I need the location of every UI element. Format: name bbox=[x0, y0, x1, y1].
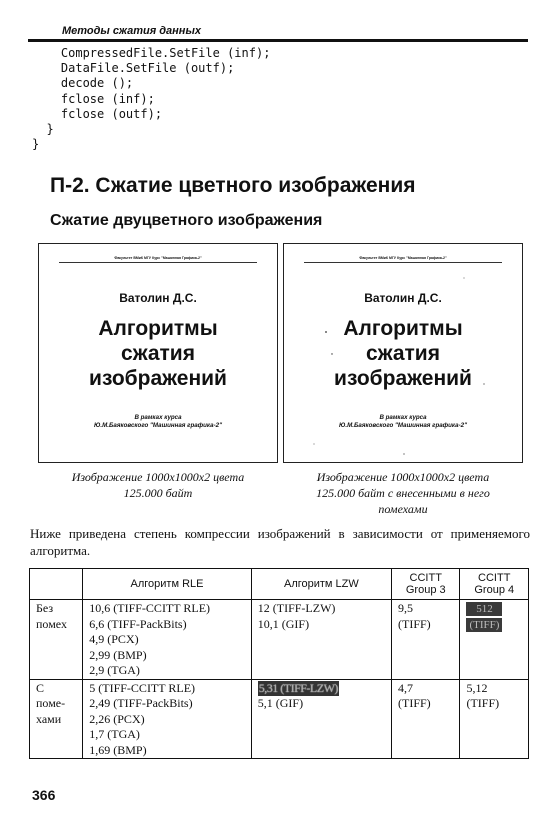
cell-line: (TIFF) bbox=[466, 618, 502, 632]
cell-line: 5,31 (TIFF-LZW) bbox=[258, 680, 338, 695]
cell-line: 5,12 bbox=[466, 680, 488, 695]
running-header-text: Методы сжатия данных bbox=[62, 25, 201, 37]
header-line: CCITT bbox=[409, 572, 442, 584]
code-line: decode (); bbox=[32, 76, 134, 91]
slide-header-text: Факультет ВМиК МГУ Курс "Машинная Графика-2" bbox=[359, 256, 447, 260]
lzw-cell bbox=[251, 600, 391, 680]
code-line: } bbox=[32, 137, 40, 152]
code-line: CompressedFile.SetFile (inf); bbox=[32, 46, 271, 60]
table-header-row bbox=[30, 569, 529, 600]
row-label-line: хами bbox=[36, 711, 62, 726]
rle-cell bbox=[83, 679, 252, 759]
row-label bbox=[30, 600, 83, 680]
cell-line: 2,99 (BMP) bbox=[89, 647, 147, 662]
header-line: CCITT bbox=[478, 572, 511, 584]
compression-table bbox=[29, 568, 529, 759]
row-label-line: помех bbox=[36, 616, 67, 631]
lzw-cell bbox=[251, 679, 391, 759]
g4-cell bbox=[460, 679, 529, 759]
cell-line: 1,69 (BMP) bbox=[89, 742, 147, 757]
table-header-cell bbox=[460, 569, 529, 600]
slide-divider bbox=[59, 262, 257, 263]
header-line: Group 4 bbox=[474, 584, 515, 596]
noise-dots bbox=[284, 244, 524, 464]
code-line: fclose (inf); bbox=[32, 91, 155, 106]
section-title: П-2. Сжатие цветного изображения bbox=[50, 174, 416, 197]
cell-line: (TIFF) bbox=[398, 616, 431, 631]
page-number: 366 bbox=[32, 787, 56, 803]
slide-caption: Изображение 1000x1000x2 цвета 125.000 байт с внесенными в него помехами bbox=[316, 470, 490, 516]
table-row bbox=[30, 600, 529, 680]
cell-line: 4,7 bbox=[398, 680, 413, 695]
row-label-line: С bbox=[36, 680, 45, 695]
row-label bbox=[30, 679, 83, 759]
slide-image-clean bbox=[38, 243, 278, 463]
header-line: Group 3 bbox=[405, 584, 446, 596]
subsection-title: Сжатие двуцветного изображения bbox=[50, 212, 323, 229]
table-header-cell: Алгоритм LZW bbox=[251, 569, 391, 600]
row-label-line: Без bbox=[36, 601, 54, 615]
table-header-cell: Алгоритм RLE bbox=[83, 569, 252, 600]
cell-line: 10,6 (TIFF-CCITT RLE) bbox=[89, 601, 211, 615]
code-line: } bbox=[32, 121, 54, 136]
slide-header-text: Факультет ВМиК МГУ Курс "Машинная Графика-2" bbox=[114, 256, 202, 260]
cell-line: 5 (TIFF-CCITT RLE) bbox=[89, 680, 196, 695]
table-header-cell bbox=[392, 569, 460, 600]
cell-line: 2,49 (TIFF-PackBits) bbox=[89, 696, 193, 710]
rle-cell bbox=[83, 600, 252, 680]
slide-title: Алгоритмы сжатия изображений bbox=[334, 317, 472, 390]
blurred-value bbox=[258, 681, 387, 697]
slide-title: Алгоритмы сжатия изображений bbox=[89, 317, 227, 390]
cell-line: 4,9 (PCX) bbox=[89, 632, 139, 646]
table-row bbox=[30, 679, 529, 759]
cell-line: 10,1 (GIF) bbox=[257, 616, 310, 631]
cell-line: 2,9 (TGA) bbox=[89, 663, 140, 677]
slide-author: Ватолин Д.С. bbox=[364, 291, 442, 305]
code-listing bbox=[32, 46, 512, 152]
cell-line: 9,5 bbox=[398, 601, 413, 615]
running-header bbox=[28, 24, 528, 42]
cell-line: (TIFF) bbox=[466, 696, 500, 710]
slide-author: Ватолин Д.С. bbox=[119, 291, 197, 305]
table-header-cell bbox=[30, 569, 83, 600]
slide-course: В рамках курса Ю.М.Баяковского "Машинная графика-2" bbox=[93, 414, 223, 429]
cell-line: 5,1 (GIF) bbox=[257, 696, 304, 710]
body-paragraph: Ниже приведена степень компрессии изображений в зависимости от применяемого алгоритма. bbox=[30, 526, 530, 558]
g3-cell bbox=[392, 679, 460, 759]
g4-cell bbox=[460, 600, 529, 680]
cell-line: 1,7 (TGA) bbox=[89, 727, 140, 741]
blurred-value bbox=[466, 617, 524, 633]
cell-line: 2,26 (PCX) bbox=[89, 711, 145, 726]
code-line: fclose (outf); bbox=[32, 106, 163, 121]
slide-image-noisy bbox=[283, 243, 523, 463]
cell-line: 512 bbox=[466, 602, 502, 616]
slide-caption: Изображение 1000x1000x2 цвета 125.000 байт bbox=[71, 470, 245, 500]
cell-line: (TIFF) bbox=[398, 696, 431, 710]
row-label-line: поме- bbox=[36, 696, 66, 710]
cell-line: 6,6 (TIFF-PackBits) bbox=[89, 616, 187, 631]
g3-cell bbox=[392, 600, 460, 680]
blurred-value bbox=[466, 601, 524, 617]
cell-line: 12 (TIFF-LZW) bbox=[257, 601, 336, 615]
code-line: DataFile.SetFile (outf); bbox=[32, 61, 235, 76]
slide-course: В рамках курса Ю.М.Баяковского "Машинная графика-2" bbox=[338, 414, 468, 429]
